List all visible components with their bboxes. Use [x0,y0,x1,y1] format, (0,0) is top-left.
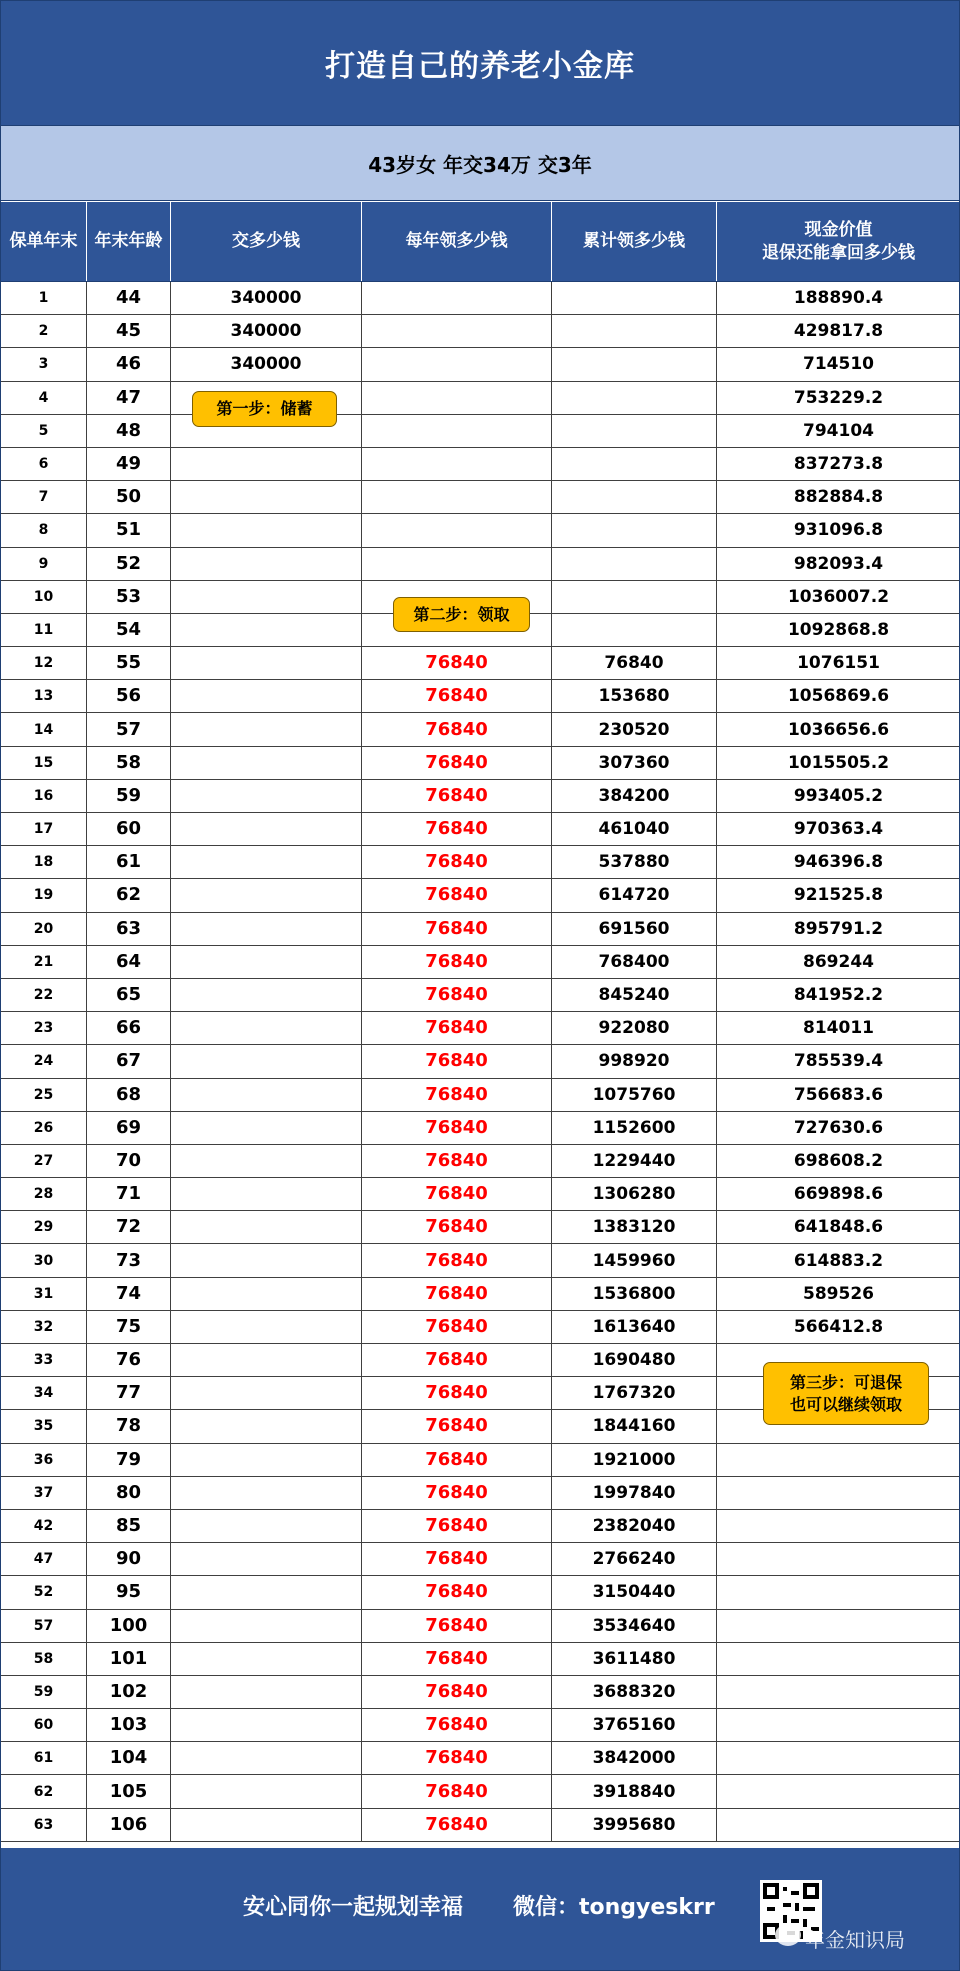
cell-annual-payout: 76840 [362,1543,552,1576]
cell-policy-year: 21 [1,945,87,978]
cell-policy-year: 37 [1,1476,87,1509]
cell-policy-year: 47 [1,1543,87,1576]
cell-annual-payout: 76840 [362,1244,552,1277]
cell-cash-value: 727630.6 [717,1111,960,1144]
cell-policy-year: 15 [1,746,87,779]
cell-age: 56 [87,680,171,713]
cell-cash-value: 188890.4 [717,282,960,315]
cell-age: 100 [87,1609,171,1642]
cell-policy-year: 19 [1,879,87,912]
cell-cash-value: 614883.2 [717,1244,960,1277]
cell-age: 90 [87,1543,171,1576]
cell-age: 64 [87,945,171,978]
cell-cumulative-payout: 3995680 [552,1808,717,1841]
cell-policy-year: 52 [1,1576,87,1609]
cell-cash-value: 785539.4 [717,1045,960,1078]
cell-cumulative-payout: 461040 [552,813,717,846]
cell-age: 54 [87,613,171,646]
cell-cumulative-payout: 1459960 [552,1244,717,1277]
cell-age: 69 [87,1111,171,1144]
cell-policy-year: 34 [1,1377,87,1410]
cell-cash-value: 1076151 [717,647,960,680]
cell-policy-year: 7 [1,481,87,514]
cell-age: 53 [87,580,171,613]
cell-age: 85 [87,1509,171,1542]
cell-cumulative-payout: 76840 [552,647,717,680]
cell-age: 79 [87,1443,171,1476]
cell-age: 95 [87,1576,171,1609]
cell-cumulative-payout: 1383120 [552,1211,717,1244]
cell-annual-payout: 76840 [362,1775,552,1808]
footer-watermark: 年金知识局 [805,1928,905,1952]
cell-cash-value: 837273.8 [717,447,960,480]
cell-cumulative-payout: 307360 [552,746,717,779]
cell-policy-year: 63 [1,1808,87,1841]
cell-annual-payout: 76840 [362,945,552,978]
cell-cumulative-payout: 1844160 [552,1410,717,1443]
cell-annual-payout: 76840 [362,1277,552,1310]
cell-annual-payout: 76840 [362,1211,552,1244]
cell-cumulative-payout: 3765160 [552,1709,717,1742]
callout-step3-line2: 也可以继续领取 [789,1394,902,1414]
cell-age: 102 [87,1675,171,1708]
cell-policy-year: 23 [1,1012,87,1045]
cell-age: 70 [87,1144,171,1177]
cell-annual-payout: 76840 [362,912,552,945]
cell-annual-payout: 76840 [362,1410,552,1443]
cell-cash-value: 982093.4 [717,547,960,580]
cell-cumulative-payout: 2382040 [552,1509,717,1542]
cell-annual-payout: 76840 [362,879,552,912]
cell-age: 45 [87,315,171,348]
cell-cumulative-payout: 1075760 [552,1078,717,1111]
cell-cumulative-payout: 2766240 [552,1543,717,1576]
cell-cash-value: 946396.8 [717,846,960,879]
cell-annual-payout: 76840 [362,1509,552,1542]
cell-policy-year: 36 [1,1443,87,1476]
cell-cumulative-payout: 1152600 [552,1111,717,1144]
footer-slogan: 安心同你一起规划幸福 [243,1895,464,1920]
cell-cumulative-payout: 3534640 [552,1609,717,1642]
cell-cash-value: 814011 [717,1012,960,1045]
cell-cash-value: 589526 [717,1277,960,1310]
cell-cumulative-payout: 1306280 [552,1178,717,1211]
cell-cash-value: 714510 [717,348,960,381]
callout-step1: 第一步：储蓄 [192,391,337,427]
cell-annual-payout: 76840 [362,1012,552,1045]
cell-age: 67 [87,1045,171,1078]
cell-policy-year: 3 [1,348,87,381]
cell-policy-year: 10 [1,580,87,613]
cell-annual-payout: 76840 [362,1709,552,1742]
cell-annual-payout: 76840 [362,1344,552,1377]
cell-cumulative-payout: 1536800 [552,1277,717,1310]
cell-cumulative-payout: 3611480 [552,1642,717,1675]
cell-cumulative-payout: 768400 [552,945,717,978]
cell-cash-value: 429817.8 [717,315,960,348]
cell-age: 44 [87,282,171,315]
cell-cumulative-payout: 153680 [552,680,717,713]
cell-premium: 340000 [171,348,362,381]
cell-annual-payout: 76840 [362,1310,552,1343]
cell-cash-value: 895791.2 [717,912,960,945]
cell-policy-year: 20 [1,912,87,945]
cell-age: 52 [87,547,171,580]
cell-policy-year: 62 [1,1775,87,1808]
cell-policy-year: 1 [1,282,87,315]
cell-policy-year: 14 [1,713,87,746]
cell-policy-year: 26 [1,1111,87,1144]
cell-cumulative-payout: 3688320 [552,1675,717,1708]
header-age: 年末年龄 [87,202,171,282]
cell-cash-value: 931096.8 [717,514,960,547]
cell-policy-year: 13 [1,680,87,713]
cell-cash-value: 698608.2 [717,1144,960,1177]
cell-policy-year: 16 [1,779,87,812]
cell-cumulative-payout: 1767320 [552,1377,717,1410]
cell-annual-payout: 76840 [362,1642,552,1675]
cell-cumulative-payout: 845240 [552,978,717,1011]
cell-annual-payout: 76840 [362,1178,552,1211]
cell-age: 73 [87,1244,171,1277]
cell-annual-payout: 76840 [362,1377,552,1410]
cell-age: 65 [87,978,171,1011]
cell-policy-year: 60 [1,1709,87,1742]
cell-annual-payout: 76840 [362,1609,552,1642]
cell-age: 50 [87,481,171,514]
cell-cumulative-payout: 1229440 [552,1144,717,1177]
cell-policy-year: 57 [1,1609,87,1642]
cell-cash-value: 1036007.2 [717,580,960,613]
cell-policy-year: 22 [1,978,87,1011]
cell-cumulative-payout: 614720 [552,879,717,912]
cell-annual-payout: 76840 [362,1144,552,1177]
header-policy-year: 保单年末 [1,202,87,282]
cell-annual-payout: 76840 [362,779,552,812]
cell-annual-payout: 76840 [362,746,552,779]
cell-annual-payout: 76840 [362,846,552,879]
cell-cash-value: 794104 [717,414,960,447]
cell-cumulative-payout: 922080 [552,1012,717,1045]
cell-policy-year: 42 [1,1509,87,1542]
cell-policy-year: 6 [1,447,87,480]
cell-age: 104 [87,1742,171,1775]
cell-cumulative-payout: 537880 [552,846,717,879]
cell-policy-year: 28 [1,1178,87,1211]
page-title: 打造自己的养老小金库 [0,0,960,126]
cell-cash-value: 993405.2 [717,779,960,812]
cell-age: 77 [87,1377,171,1410]
cell-age: 60 [87,813,171,846]
cell-cumulative-payout: 998920 [552,1045,717,1078]
cell-annual-payout: 76840 [362,680,552,713]
header-annual-payout: 每年领多少钱 [362,202,552,282]
cell-cash-value: 1036656.6 [717,713,960,746]
cell-age: 105 [87,1775,171,1808]
cell-age: 106 [87,1808,171,1841]
cell-age: 80 [87,1476,171,1509]
cell-annual-payout: 76840 [362,1808,552,1841]
cell-annual-payout: 76840 [362,1111,552,1144]
cell-annual-payout: 76840 [362,1476,552,1509]
cell-age: 59 [87,779,171,812]
cell-cash-value: 669898.6 [717,1178,960,1211]
cell-policy-year: 5 [1,414,87,447]
cell-annual-payout: 76840 [362,978,552,1011]
cell-policy-year: 32 [1,1310,87,1343]
cell-policy-year: 31 [1,1277,87,1310]
cell-age: 76 [87,1344,171,1377]
cell-cumulative-payout: 384200 [552,779,717,812]
cell-policy-year: 30 [1,1244,87,1277]
cell-age: 71 [87,1178,171,1211]
cell-policy-year: 61 [1,1742,87,1775]
cell-age: 48 [87,414,171,447]
cell-policy-year: 24 [1,1045,87,1078]
cell-annual-payout: 76840 [362,813,552,846]
cell-policy-year: 8 [1,514,87,547]
cell-policy-year: 25 [1,1078,87,1111]
cell-cash-value: 1056869.6 [717,680,960,713]
cell-age: 47 [87,381,171,414]
cell-age: 51 [87,514,171,547]
cell-cash-value: 1092868.8 [717,613,960,646]
cell-age: 58 [87,746,171,779]
page-subtitle: 43岁女 年交34万 交3年 [0,126,960,201]
cell-age: 61 [87,846,171,879]
cell-cumulative-payout: 691560 [552,912,717,945]
cell-policy-year: 29 [1,1211,87,1244]
cell-cash-value: 641848.6 [717,1211,960,1244]
cell-cash-value: 970363.4 [717,813,960,846]
cell-cash-value: 756683.6 [717,1078,960,1111]
cell-age: 57 [87,713,171,746]
cell-annual-payout: 76840 [362,1443,552,1476]
cell-policy-year: 17 [1,813,87,846]
cell-cash-value: 1015505.2 [717,746,960,779]
cell-age: 101 [87,1642,171,1675]
cell-age: 63 [87,912,171,945]
cell-policy-year: 2 [1,315,87,348]
cell-cumulative-payout: 3842000 [552,1742,717,1775]
cell-cumulative-payout: 1921000 [552,1443,717,1476]
header-premium: 交多少钱 [171,202,362,282]
cell-premium: 340000 [171,282,362,315]
cell-cash-value: 753229.2 [717,381,960,414]
cell-policy-year: 4 [1,381,87,414]
cell-cash-value: 921525.8 [717,879,960,912]
cell-premium: 340000 [171,315,362,348]
cell-cumulative-payout: 1997840 [552,1476,717,1509]
callout-step2: 第二步：领取 [393,597,530,632]
cell-policy-year: 11 [1,613,87,646]
callout-step3-line1: 第三步：可退保 [789,1372,902,1392]
cell-annual-payout: 76840 [362,1045,552,1078]
cell-cumulative-payout: 230520 [552,713,717,746]
cell-cash-value: 869244 [717,945,960,978]
cell-annual-payout: 76840 [362,1078,552,1111]
cell-age: 68 [87,1078,171,1111]
cell-age: 66 [87,1012,171,1045]
cell-age: 75 [87,1310,171,1343]
footer-wechat: 微信：tongyeskrr [513,1895,715,1920]
cell-annual-payout: 76840 [362,713,552,746]
header-cumulative-payout: 累计领多少钱 [552,202,717,282]
cell-age: 55 [87,647,171,680]
cell-annual-payout: 76840 [362,1742,552,1775]
cell-age: 46 [87,348,171,381]
cell-cash-value: 882884.8 [717,481,960,514]
cell-policy-year: 27 [1,1144,87,1177]
cell-policy-year: 18 [1,846,87,879]
cell-policy-year: 33 [1,1344,87,1377]
cell-cumulative-payout: 3918840 [552,1775,717,1808]
cell-annual-payout: 76840 [362,647,552,680]
cell-cash-value: 566412.8 [717,1310,960,1343]
cell-policy-year: 58 [1,1642,87,1675]
cell-age: 74 [87,1277,171,1310]
cell-age: 72 [87,1211,171,1244]
cell-cash-value: 841952.2 [717,978,960,1011]
cell-policy-year: 12 [1,647,87,680]
cell-age: 62 [87,879,171,912]
cell-annual-payout: 76840 [362,1576,552,1609]
cell-policy-year: 9 [1,547,87,580]
cell-policy-year: 35 [1,1410,87,1443]
cell-cumulative-payout: 3150440 [552,1576,717,1609]
cell-policy-year: 59 [1,1675,87,1708]
header-cash-value: 现金价值 退保还能拿回多少钱 [717,202,960,282]
cell-cumulative-payout: 1613640 [552,1310,717,1343]
cell-age: 49 [87,447,171,480]
cell-age: 103 [87,1709,171,1742]
cell-annual-payout: 76840 [362,1675,552,1708]
cell-age: 78 [87,1410,171,1443]
cell-cumulative-payout: 1690480 [552,1344,717,1377]
